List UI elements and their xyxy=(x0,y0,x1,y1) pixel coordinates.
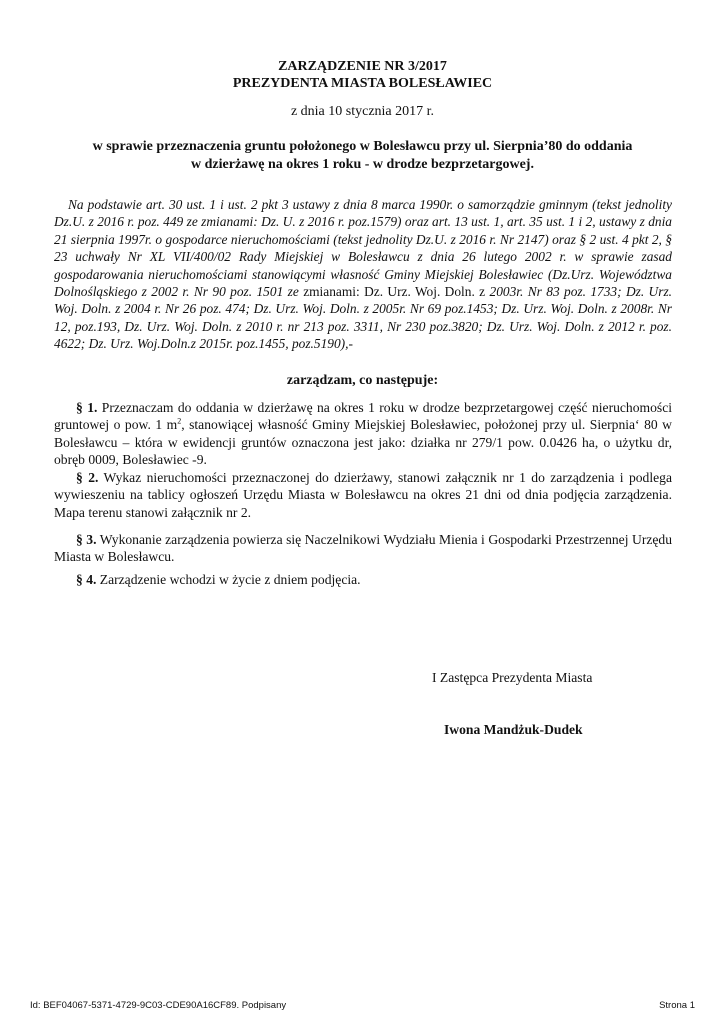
paragraph-1-superscript: 2 xyxy=(177,416,182,426)
subject-line-2: w dzierżawę na okres 1 roku - w drodze bezprzetargowej. xyxy=(191,157,534,172)
paragraph-4-text: Zarządzenie wchodzi w życie z dniem podjęcia. xyxy=(96,572,361,587)
paragraph-2 xyxy=(54,469,672,521)
paragraph-3-text: Wykonanie zarządzenia powierza się Naczelnikowi Wydziału Mienia i Gospodarki Przestrzennej Urzędu Miasta w Bolesławcu. xyxy=(54,532,673,565)
document-date: z dnia 10 stycznia 2017 r. xyxy=(290,104,435,119)
decree-heading: zarządzam, co następuje: xyxy=(286,373,439,388)
legal-basis-upright: zmianami: Dz. Urz. Woj. Doln. z xyxy=(298,284,486,300)
signatory-name: Iwona Mandżuk-Dudek xyxy=(444,722,583,737)
paragraph-2-text: Wykaz nieruchomości przeznaczonej do dzierżawy, stanowi załącznik nr 1 do zarządzenia i podlega wywieszeniu na tablicy ogłoszeń Urzędu Miasta w Bolesławcu na okres 21 dni od dnia podjęcia zarządzenia. Mapa terenu stanowi załącznik nr 2. xyxy=(54,470,672,520)
paragraph-1 xyxy=(54,399,672,468)
paragraph-1-mark: § 1. xyxy=(76,400,98,415)
document-issuer: PREZYDENTA MIASTA BOLESŁAWIEC xyxy=(232,76,493,91)
legal-basis xyxy=(54,196,672,353)
footer-page-number: Strona 1 xyxy=(659,1000,695,1011)
paragraph-4 xyxy=(54,571,672,588)
footer-document-id: Id: BEF04067-5371-4729-9C03-CDE90A16CF89. Podpisany xyxy=(30,1000,287,1011)
paragraph-3-mark: § 3. xyxy=(76,532,97,547)
paragraph-1-text-b: , stanowiącej własność Gminy Miejskiej Bolesławiec, położonej przy ul. Sierpnia‘ 80 w Bolesławcu – która w ewidencji gruntów oznaczona jest jako: działka nr 279/1 pow. 0.0426 ha, o użytku dr, obręb 0009, Bolesławiec -9. xyxy=(54,417,672,467)
signatory-title: I Zastępca Prezydenta Miasta xyxy=(432,670,593,685)
subject-line-1: w sprawie przeznaczenia gruntu położonego w Bolesławcu przy ul. Sierpnia’80 do oddania xyxy=(92,139,633,154)
legal-basis-italic-tail: 2003r. Nr 83 poz. 1733; Dz. Urz. Woj. Doln. z 2004 r. Nr 26 poz. 474; Dz. Urz. Woj. Doln. z 2005r. Nr 69 poz.1453; Dz. Urz. Woj. Doln. z 2008r. Nr 12, poz.193, Dz. Urz. Woj. Doln. z 2010 r. nr 213 poz. 3311, Nr 230 poz.3820; Dz. Urz. Woj. Doln. z 2012 r. poz. 4622; Dz. Urz. Woj.Doln.z 2015r. poz.1455, poz.5190),- xyxy=(54,284,672,352)
paragraph-2-mark: § 2. xyxy=(76,470,99,485)
legal-basis-italic: Na podstawie art. 30 ust. 1 i ust. 2 pkt 3 ustawy z dnia 8 marca 1990r. o samorządzie gminnym (tekst jednolity Dz.U. z 2016 r. poz. 449 ze zmianami: Dz. U. z 2016 r. poz.1579) oraz art. 13 ust. 1, art. 35 ust. 1 i 2, ustawy z dnia 21 sierpnia 1997r. o gospodarce nieruchomościami (tekst jednolity Dz.U. z 2016 r. Nr 2147) oraz § 2 ust. 4 pkt 2, § 23 uchwały Nr XL VII/400/02 Rady Miejskiej w Bolesławcu z dnia 26 lutego 2002 r. w sprawie zasad gospodarowania nieruchomościami stanowiącymi własność Gminy Miejskiej Bolesławiec (Dz.Urz. Województwa Dolnośląskiego z 2002 r. Nr 90 poz. 1501 ze xyxy=(54,197,672,300)
document-title: ZARZĄDZENIE NR 3/2017 xyxy=(278,59,447,74)
paragraph-1-text-a: Przeznaczam do oddania w dzierżawę na okres 1 roku w drodze bezprzetargowej część nieruchomości gruntowej o pow. 1 m xyxy=(54,400,672,433)
paragraph-4-mark: § 4. xyxy=(76,572,97,587)
paragraph-3 xyxy=(54,531,672,566)
